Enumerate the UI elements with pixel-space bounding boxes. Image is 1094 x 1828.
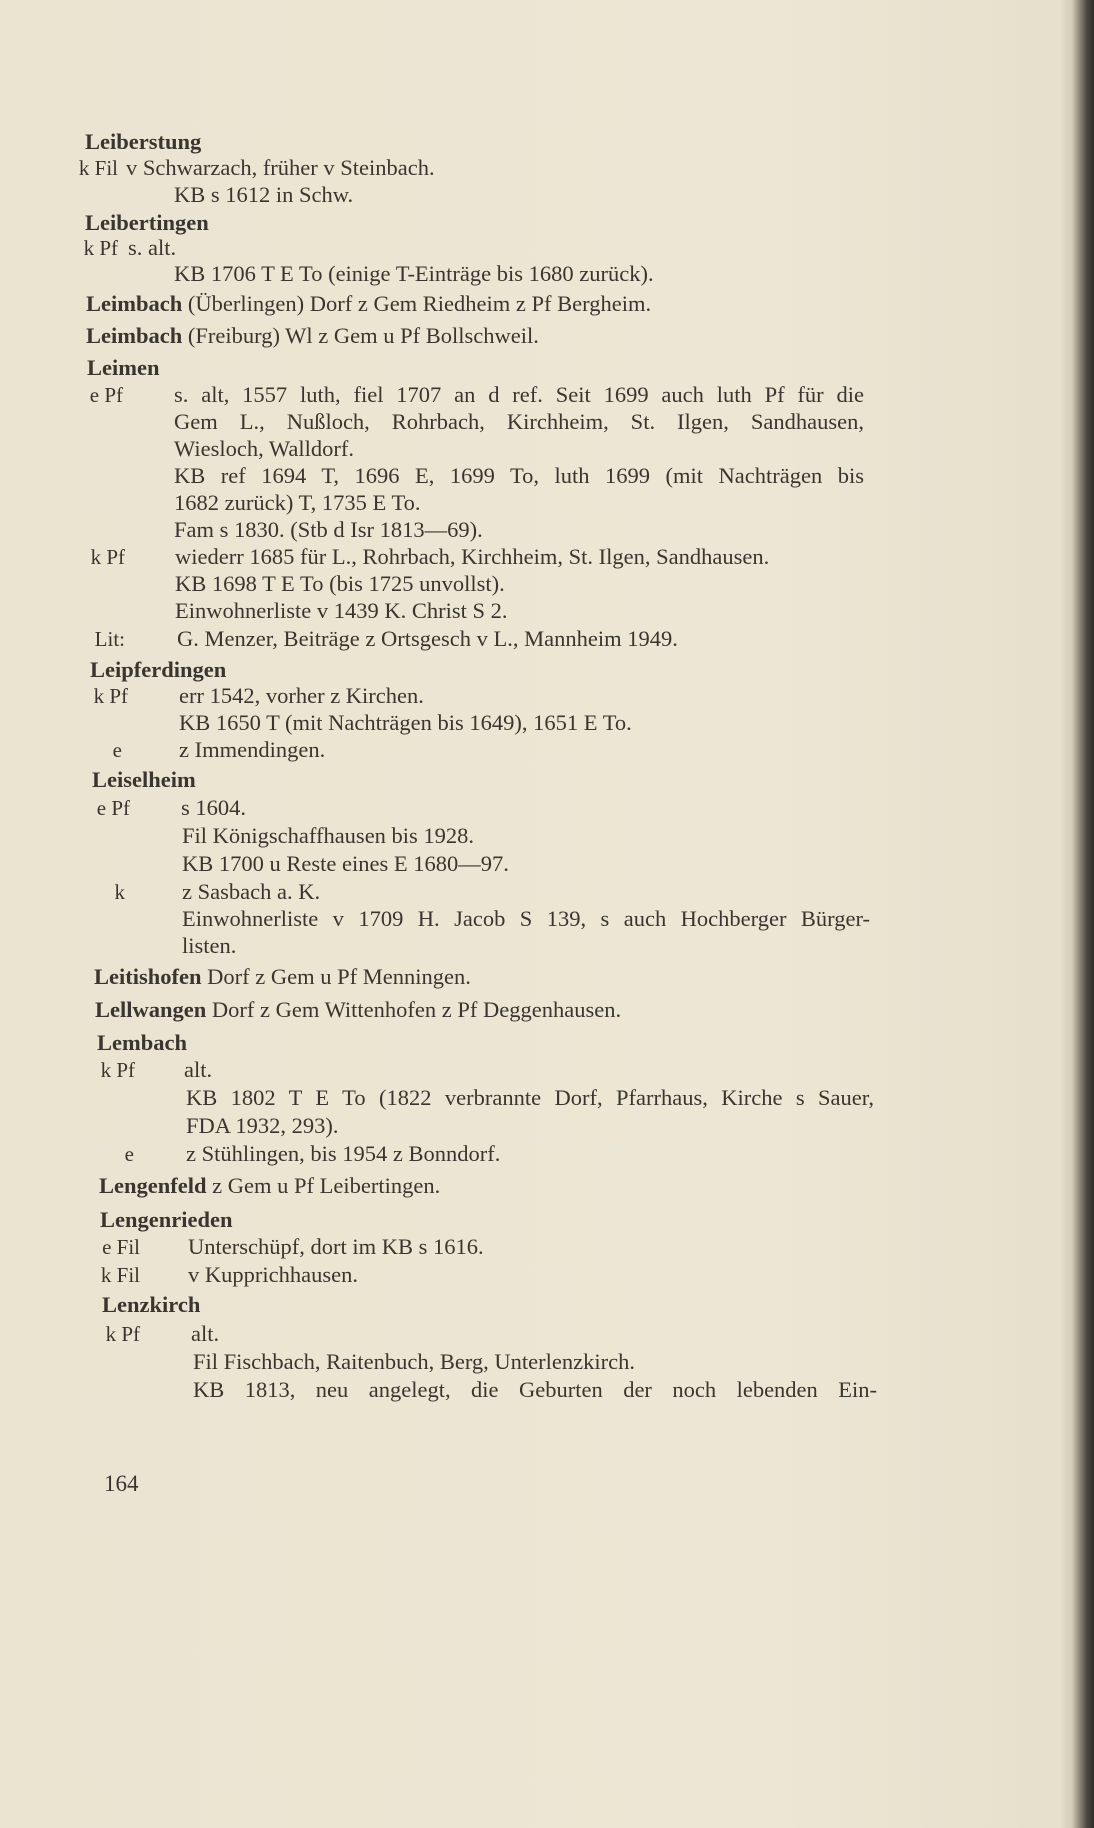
entry-heading: Lellwangen xyxy=(95,997,207,1022)
entry-line xyxy=(95,996,621,1024)
entry-label: k Pf xyxy=(90,545,125,569)
entry-text: KB 1698 T E To (bis 1725 unvollst). xyxy=(175,571,505,596)
entry-heading: Leibertingen xyxy=(85,210,209,235)
entry-text: alt. xyxy=(184,1057,213,1082)
entry-line xyxy=(94,963,471,991)
entry-label: k Pf xyxy=(93,684,128,708)
entry-heading: Leitishofen xyxy=(94,964,202,989)
entry-text: KB 1813, neu angelegt, die Geburten der noch lebenden Ein- xyxy=(193,1377,877,1402)
entry-text: Fil Fischbach, Raitenbuch, Berg, Unterlenzkirch. xyxy=(193,1349,635,1374)
entry-text: KB 1802 T E To (1822 verbrannte Dorf, Pfarrhaus, Kirche s Sauer, xyxy=(186,1085,874,1110)
entry-heading: Leiberstung xyxy=(85,129,202,154)
entry-label: k Fil xyxy=(100,1263,140,1287)
entry-heading: Leiselheim xyxy=(92,767,196,792)
page-edge-shadow xyxy=(1060,0,1094,1828)
entry-heading: Leimbach xyxy=(86,291,183,316)
entry-text: z Sasbach a. K. xyxy=(182,879,321,904)
entry-text: Fam s 1830. (Stb d Isr 1813—69). xyxy=(174,517,483,542)
entry-line xyxy=(86,290,651,318)
entry-text: KB s 1612 in Schw. xyxy=(174,182,354,207)
entry-line xyxy=(99,1172,440,1200)
entry-text: err 1542, vorher z Kirchen. xyxy=(179,683,424,708)
entry-text: Wiesloch, Walldorf. xyxy=(174,436,354,461)
entry-text: s 1604. xyxy=(181,795,247,820)
entry-text: wiederr 1685 für L., Rohrbach, Kirchheim, St. Ilgen, Sandhausen. xyxy=(175,544,770,569)
entry-text: Gem L., Nußloch, Rohrbach, Kirchheim, St. Ilgen, Sandhausen, xyxy=(174,409,864,434)
entry-text: Einwohnerliste v 1439 K. Christ S 2. xyxy=(175,598,508,623)
entry-text: alt. xyxy=(191,1321,220,1346)
entry-heading: Leipferdingen xyxy=(90,657,227,682)
entry-text: s. alt. xyxy=(128,235,177,260)
entry-heading: Leimbach xyxy=(86,323,183,348)
entry-label: e Fil xyxy=(102,1235,140,1259)
entry-text: (Freiburg) Wl z Gem u Pf Bollschweil. xyxy=(187,323,539,348)
entry-heading: Leimen xyxy=(87,355,160,380)
entry-label: e Pf xyxy=(89,383,123,407)
entry-text: KB 1700 u Reste eines E 1680—97. xyxy=(182,851,509,876)
entry-text: Fil Königschaffhausen bis 1928. xyxy=(182,823,475,848)
entry-label: k Pf xyxy=(83,236,118,260)
entry-text: KB 1650 T (mit Nachträgen bis 1649), 1651 E To. xyxy=(179,710,632,735)
entry-text: G. Menzer, Beiträge z Ortsgesch v L., Mannheim 1949. xyxy=(177,626,678,651)
entry-text: z Stühlingen, bis 1954 z Bonndorf. xyxy=(186,1141,501,1166)
entry-text: 1682 zurück) T, 1735 E To. xyxy=(174,490,421,515)
entry-text: v Kupprichhausen. xyxy=(188,1262,358,1287)
entry-label: k Fil xyxy=(78,156,118,180)
entry-text: FDA 1932, 293). xyxy=(186,1113,339,1138)
entry-text: Einwohnerliste v 1709 H. Jacob S 139, s auch Hochberger Bürger- xyxy=(182,906,870,931)
entry-label: Lit: xyxy=(94,627,125,651)
entry-text: v Schwarzach, früher v Steinbach. xyxy=(126,155,435,180)
entry-label: k xyxy=(114,880,125,904)
entry-label: e xyxy=(112,738,122,762)
entry-text: Unterschüpf, dort im KB s 1616. xyxy=(188,1234,484,1259)
entry-text: listen. xyxy=(182,933,237,958)
entry-label: e Pf xyxy=(96,796,130,820)
entry-text: z Immendingen. xyxy=(179,737,326,762)
entry-heading: Lenzkirch xyxy=(102,1292,201,1317)
page-number: 164 xyxy=(104,1471,139,1496)
entry-text: Dorf z Gem Wittenhofen z Pf Deggenhausen. xyxy=(211,997,622,1022)
entry-heading: Lengenfeld xyxy=(99,1173,207,1198)
entry-heading: Lembach xyxy=(97,1030,187,1055)
entry-text: (Überlingen) Dorf z Gem Riedheim z Pf Bergheim. xyxy=(187,291,652,316)
entry-label: k Pf xyxy=(100,1058,135,1082)
entry-text: Dorf z Gem u Pf Menningen. xyxy=(207,964,471,989)
entry-heading: Lengenrieden xyxy=(100,1207,233,1232)
entry-label: k Pf xyxy=(105,1322,140,1346)
entry-text: s. alt, 1557 luth, fiel 1707 an d ref. Seit 1699 auch luth Pf für die xyxy=(174,382,864,407)
entry-text: z Gem u Pf Leibertingen. xyxy=(212,1173,441,1198)
entry-text: KB ref 1694 T, 1696 E, 1699 To, luth 1699 (mit Nachträgen bis xyxy=(174,463,864,488)
entry-line xyxy=(86,322,539,350)
entry-label: e xyxy=(124,1142,134,1166)
entry-text: KB 1706 T E To (einige T-Einträge bis 1680 zurück). xyxy=(174,261,654,286)
